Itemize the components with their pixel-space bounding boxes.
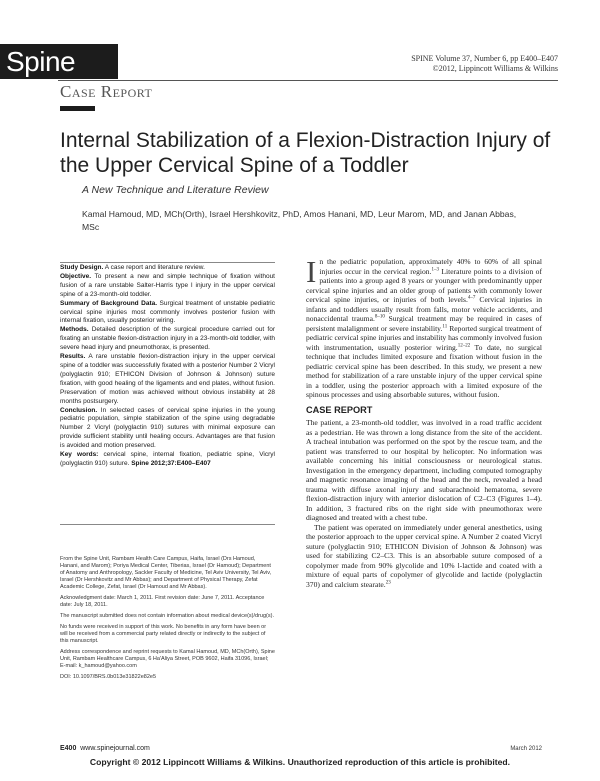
abstract-results: Results. A rare unstable flexion-distraction injury in the upper cervical spine of a toddler was successfully fixated with a posterior Number 2 Vicryl (polyglactin 910; ETHICON Division of Johnson & Johnson) suture fixation, with good healing of the ligaments and end plates, without fusion. Preservation of motion was achieved without obvious instability at 28 months postsurgery. bbox=[60, 353, 275, 405]
case-paragraph-1: The patient, a 23-month-old toddler, was involved in a road traffic accident as a pedestrian. He was thrown a long distance from the site of the accident. A tracheal intubation was performed on the spot by the rescue team, and the patient was transferred to our hospital by helicopter. No information was available concerning his initial consciousness or neurological status. Investigation in the emergency department, including computed tomography and magnetic resonance imaging of the head and the neck, revealed a head trauma with diffuse axonal injury and subarachnoid hematoma, severe flexion-distraction injury with anterior dislocation of C2–C3 (Figures 1–4). In addition, 3 fractured ribs on the right side with pneumothorax were diagnosed and treated with a chest tube. bbox=[306, 418, 542, 522]
abstract-bottom-rule bbox=[60, 524, 275, 525]
footnotes bbox=[60, 556, 275, 685]
abstract-keywords: Key words: cervical spine, internal fixation, pediatric spine, Vicryl (polyglactin 910) suture. Spine 2012;37:E400–E407 bbox=[60, 451, 275, 467]
journal-info bbox=[411, 54, 558, 74]
site-link[interactable]: www.spinejournal.com bbox=[80, 745, 150, 752]
abstract bbox=[60, 264, 275, 469]
footnote-dates: Acknowledgment date: March 1, 2011. First revision date: June 7, 2011. Acceptance date: July 18, 2011. bbox=[60, 595, 265, 608]
volume-line: SPINE Volume 37, Number 6, pp E400–E407 bbox=[411, 54, 558, 63]
citation: Spine 2012;37:E400–E407 bbox=[131, 459, 211, 467]
footnote-device: The manuscript submitted does not contain information about medical device(s)/drug(s). bbox=[60, 613, 274, 619]
page-footer-left bbox=[60, 745, 150, 752]
author-list: Kamal Hamoud, MD, MCh(Orth), Israel Hershkovitz, PhD, Amos Hanani, MD, Leur Marom, MD, and Janan Abbas, MSc bbox=[82, 209, 517, 232]
article-subtitle: A New Technique and Literature Review bbox=[82, 184, 269, 196]
case-paragraph-2: The patient was operated on immediately under general anesthetics, using the posterior approach to the upper cervical spine. A Number 2 coated Vicryl suture (polyglactin 910; ETHICON Division of Johnson & Johnson) was used for stabilizing C2–C3. This is an absorbable suture composed of a copolymer made from 90% glycolide and 10% l-lactide and coated with a mixture of equal parts of copolymer of glycolide and lactide (polyglactin 370) and calcium stearate.$^{23}$ bbox=[306, 522, 542, 589]
footnote-funding: No funds were received in support of this work. No benefits in any form have been or will be received from a commercial party related directly or indirectly to the subject of this manuscript. bbox=[60, 624, 267, 644]
footnote-affiliations: From the Spine Unit, Rambam Health Care Campus, Haifa, Israel (Drs Hamoud, Hanani, and Marom); Poriya Medical Center, Tiberias, Israel (Dr Hamoud); Department of Anatomy and Anthropology, Sackler Faculty of Medicine, Tel Aviv University, Tel Aviv, Israel (Dr Hershkovitz and Mr Abbas); and Department of Physical Therapy, Zefat Academic College, Zefat, Israel (Dr Hamoud and Mr Abbas). bbox=[60, 556, 272, 590]
drop-cap: I bbox=[306, 254, 317, 289]
section-bar bbox=[60, 106, 95, 111]
journal-logo: Spine bbox=[0, 44, 118, 79]
abstract-methods: Methods. Detailed description of the surgical procedure carried out for fixating an unstable flexion-distraction injury in a 23-month-old toddler, with severe head injury and pneumothorax, is presented. bbox=[60, 326, 275, 352]
abstract-conclusion: Conclusion. In selected cases of cervical spine injuries in the young pediatric population, simple stabilization of the spine using degradable Number 2 Vicryl (polyglactin 910) sutures with minimal exposure can provide sufficient stability until healing occurs. Advantages are that fusion is avoided and motion preserved. bbox=[60, 406, 275, 450]
article-title: Internal Stabilization of a Flexion-Distraction Injury of the Upper Cervical Spine of a Toddler bbox=[60, 129, 551, 177]
footnote-correspondence: Address correspondence and reprint requests to Kamal Hamoud, MD, MCh(Orth), Spine Unit, Rambam Healthcare Campus, 6 Ha'Aliya Street, POB 9602, Haifa 31096, Israel; E-mail: k_hamoud@yahoo.com bbox=[60, 649, 275, 669]
case-report-heading: CASE REPORT bbox=[306, 404, 373, 415]
footnote-doi: DOI: 10.1097/BRS.0b013e31822e82e5 bbox=[60, 674, 157, 680]
copyright-line: ©2012, Lippincott Williams & Wilkins bbox=[432, 64, 558, 73]
abstract-top-rule bbox=[60, 262, 275, 263]
page-id: E400 bbox=[60, 745, 77, 752]
section-label: Case Report bbox=[60, 82, 153, 101]
body-column bbox=[306, 254, 543, 589]
abstract-design: Study Design. A case report and literature review. bbox=[60, 264, 205, 271]
header-rule bbox=[58, 80, 558, 81]
copyright-notice: Copyright © 2012 Lippincott Williams & Wilkins. Unauthorized reproduction of this article is prohibited. bbox=[89, 757, 511, 767]
issue-date: March 2012 bbox=[510, 746, 542, 752]
abstract-background: Summary of Background Data. Surgical treatment of unstable pediatric cervical spine injuries most commonly involves posterior fusion with internal fixation, usually posterior wiring. bbox=[60, 299, 275, 325]
abstract-objective: Objective. To present a new and simple technique of fixation without fusion of a rare unstable Salter-Harris type I injury in the upper cervical spine of a 23-month-old toddler. bbox=[60, 272, 275, 298]
intro-paragraph: In the pediatric population, approximately 40% to 60% of all spinal injuries occur in the cervical region.$^{1-3}$ Literature points to a division of patients into a group aged 8 years or younger with predominantly upper cervical spine injuries and an older group of patients with commonly lower cervical spine injuries, or injuries of both levels.$^{4-7}$ Cervical injuries in infants and toddlers usually result from falls, motor vehicle accidents, and nonaccidental trauma.$^{8-10}$ Surgical treatment may be required in cases of persistent malalignment or severe instability.$^{11}$ Reported surgical treatment of pediatric cervical spine injuries and instability has commonly involved fusion with instrumentation, usually posterior wiring.$^{12-22}$ To date, no surgical technique that includes limited exposure and fixation without fusion in the pediatric cervical spine has been described. In this study, we present a new method for stabilization of a rare unstable injury of the upper cervical spine in a toddler, using the posterior approach with a limited exposure of the spinous processes and using absorbable sutures, without fusion. bbox=[306, 254, 543, 399]
